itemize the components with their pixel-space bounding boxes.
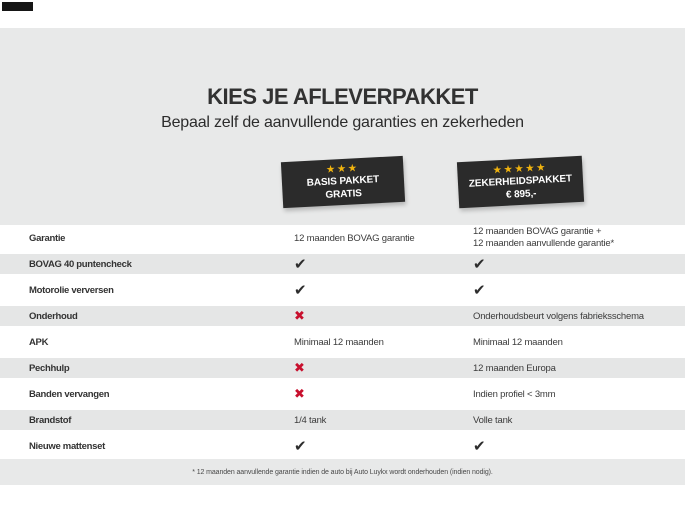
zekerheid-value: 12 maanden Europa <box>473 362 556 374</box>
star-rating-basis: ★★★ <box>325 162 359 176</box>
table-row <box>0 329 685 355</box>
zekerheid-value <box>473 254 685 273</box>
table-row <box>0 225 685 251</box>
table-row <box>0 381 685 407</box>
basis-value <box>294 388 473 401</box>
check-icon: ✔ <box>473 254 486 273</box>
zekerheid-value <box>473 436 685 455</box>
check-icon: ✔ <box>473 280 486 299</box>
table-row <box>0 407 685 433</box>
basis-value <box>294 362 473 375</box>
cross-icon: ✖ <box>294 308 305 324</box>
cross-icon: ✖ <box>294 386 305 402</box>
value-line: 12 maanden aanvullende garantie* <box>473 238 614 249</box>
zekerheid-value <box>473 226 685 250</box>
zekerheid-value <box>473 280 685 299</box>
table-row <box>0 303 685 329</box>
package-badge-basis[interactable] <box>281 156 405 208</box>
basis-value <box>294 254 473 273</box>
value-line: 12 maanden BOVAG garantie + <box>473 226 602 237</box>
page-title: KIES JE AFLEVERPAKKET <box>207 84 478 109</box>
package-name: ZEKERHEIDSPAKKET <box>468 173 573 190</box>
row-label: Garantie <box>29 232 66 244</box>
basis-value: Minimaal 12 maanden <box>294 336 384 348</box>
zekerheid-value: Minimaal 12 maanden <box>473 336 563 348</box>
row-label: Nieuwe mattenset <box>29 440 105 452</box>
row-label: Motorolie verversen <box>29 284 114 296</box>
basis-value: 1/4 tank <box>294 414 327 426</box>
row-label: Onderhoud <box>29 310 78 322</box>
table-row <box>0 251 685 277</box>
row-label: Banden vervangen <box>29 388 110 400</box>
package-price: GRATIS <box>325 188 363 201</box>
footnote: * 12 maanden aanvullende garantie indien de auto bij Auto Luykx wordt onderhouden (indien nodig). <box>192 469 493 476</box>
zekerheid-value: Onderhoudsbeurt volgens fabrieksschema <box>473 310 644 322</box>
check-icon: ✔ <box>473 436 486 455</box>
basis-value: 12 maanden BOVAG garantie <box>294 232 415 244</box>
basis-value <box>294 436 473 455</box>
zekerheid-value: Indien profiel < 3mm <box>473 388 556 400</box>
row-label: BOVAG 40 puntencheck <box>29 258 132 270</box>
basis-value <box>294 310 473 323</box>
package-price: € 895,- <box>505 188 537 201</box>
row-label: Brandstof <box>29 414 72 426</box>
package-name: BASIS PAKKET <box>306 174 380 189</box>
cross-icon: ✖ <box>294 360 305 376</box>
top-left-mark <box>2 2 33 11</box>
page-subtitle: Bepaal zelf de aanvullende garanties en zekerheden <box>161 114 524 131</box>
check-icon: ✔ <box>294 280 307 299</box>
zekerheid-value: Volle tank <box>473 414 513 426</box>
comparison-table <box>0 225 685 459</box>
basis-value <box>294 280 473 299</box>
table-row <box>0 277 685 303</box>
star-rating-zekerheid: ★★★★★ <box>492 161 548 177</box>
check-icon: ✔ <box>294 436 307 455</box>
row-label: APK <box>29 336 49 348</box>
table-row <box>0 355 685 381</box>
row-label: Pechhulp <box>29 362 70 374</box>
check-icon: ✔ <box>294 254 307 273</box>
package-badge-zekerheid[interactable] <box>457 156 584 208</box>
table-row <box>0 433 685 459</box>
